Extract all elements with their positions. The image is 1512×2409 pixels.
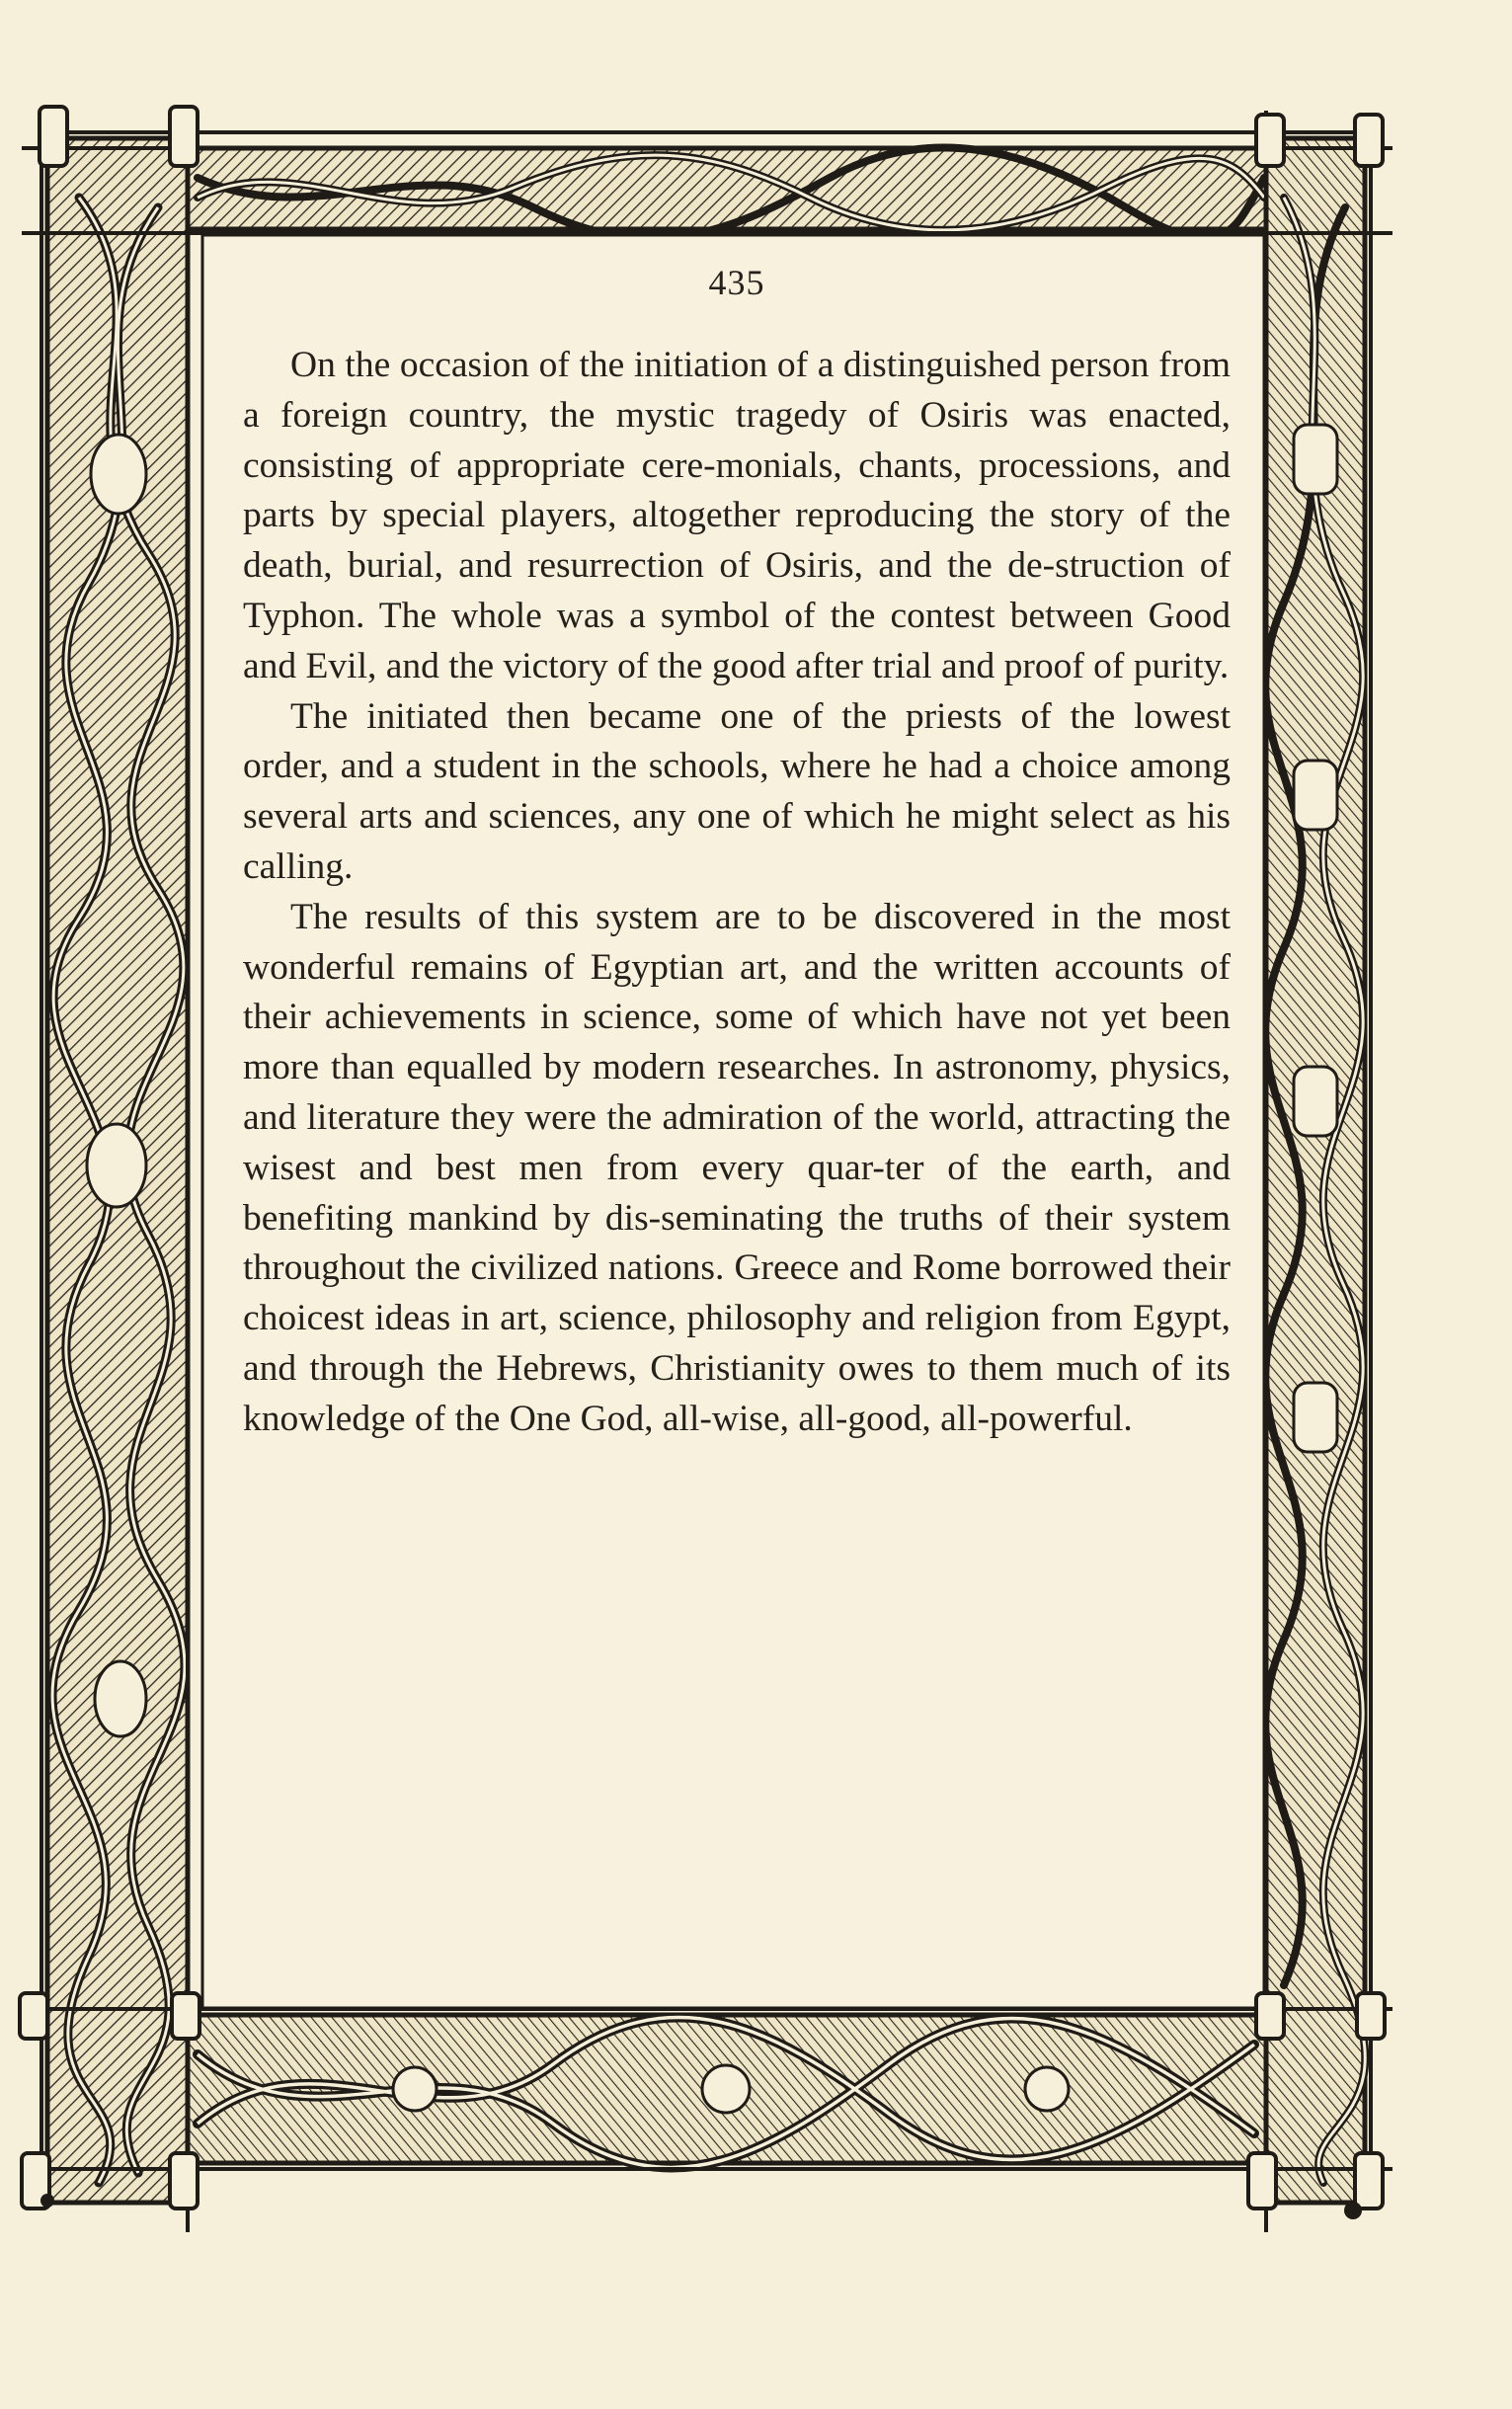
paragraph-3: The results of this system are to be discovered in the most wonderful remains of Egyptian art, and the written accounts of their achievements in science, some of which have not yet been more than equalled by modern researches. In astronomy, physics, and literature they were the admiration of the world, attracting the wisest and best men from every quar-ter of the earth, and benefiting mankind by dis-seminating the truths of their system throughout the civilized nations. Greece and Rome borrowed their choicest ideas in art, science, philosophy and religion from Egypt, and through the Hebrews, Christianity owes to them much of its knowledge of the One God, all-wise, all-good, all-powerful. [243,896,1231,1439]
top-border-panel [188,147,1266,238]
left-border-panel [47,138,188,2203]
paragraph-2: The initiated then became one of the priests of the lowest order, and a student in the schools, where he had a choice among several arts and sciences, any one of which he might select as his calling. [243,695,1231,887]
text-column [243,262,1231,1445]
paragraph-1: On the occasion of the initiation of a distinguished person from a foreign country, the mystic tragedy of Osiris was enacted, consisting of appropriate cere-monials, chants, processions, and parts by special players, altogether reproducing the story of the death, burial, and resurrection of Osiris, and the de-struction of Typhon. The whole was a symbol of the contest between Good and Evil, and the victory of the good after trial and proof of purity. [243,345,1231,686]
right-border-panel [1265,138,1365,2203]
page-number: 435 [708,263,765,302]
bottom-border-panel [188,2015,1266,2168]
